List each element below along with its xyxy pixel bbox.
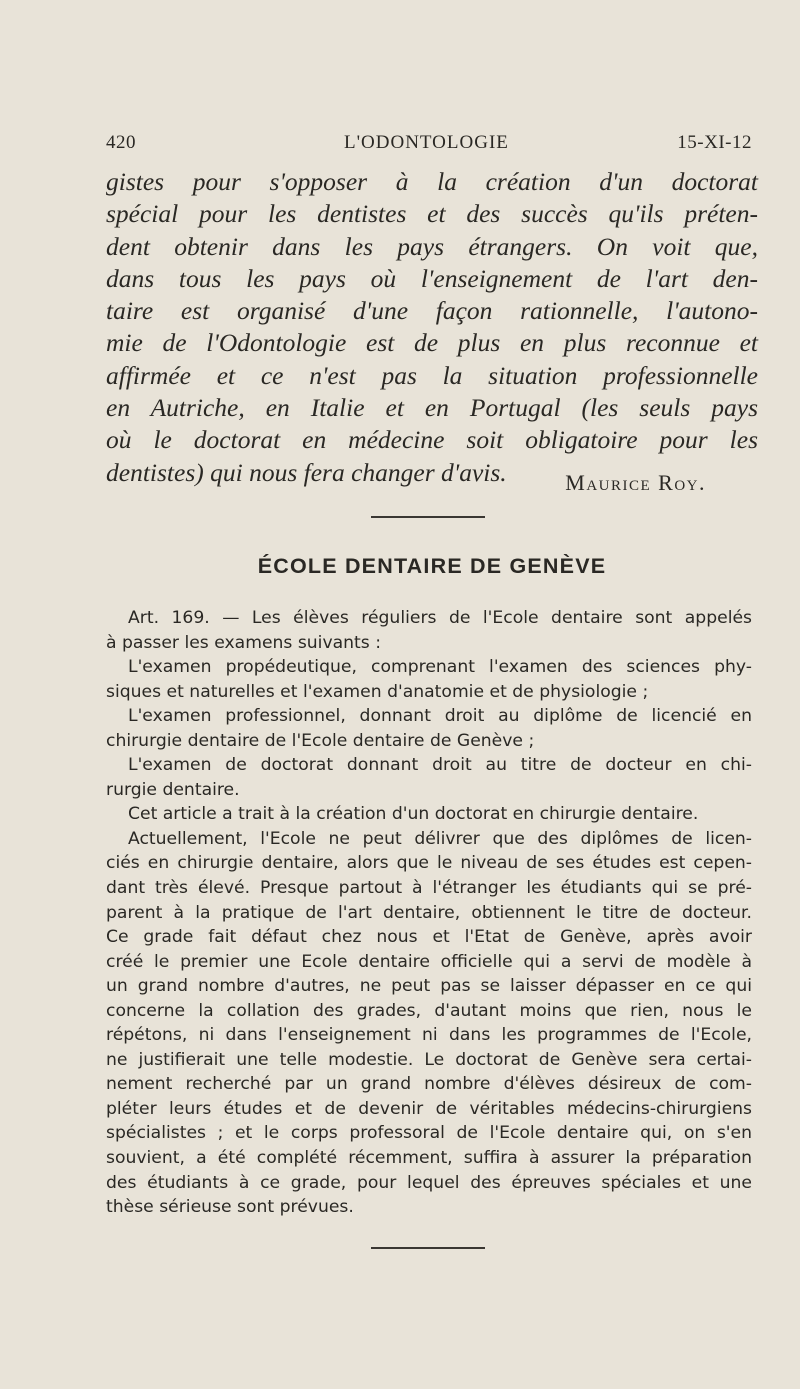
continued-article-text (106, 166, 758, 489)
section-title: ÉCOLE DENTAIRE DE GENÈVE (257, 554, 607, 578)
text-line: dans tous les pays où l'enseignement de l'art den- (106, 263, 758, 293)
text-line: créé le premier une Ecole dentaire officielle qui a servi de modèle à (106, 951, 752, 972)
text-line: nement recherché par un grand nombre d'élèves désireux de com- (106, 1074, 752, 1095)
page-number: 420 (106, 132, 136, 153)
text-line: un grand nombre d'autres, ne peut pas se laisser dépasser en ce qui (106, 976, 752, 997)
text-line: rurgie dentaire. (106, 779, 240, 800)
issue-date: 15-XI-12 (677, 132, 752, 153)
text-line: L'examen propédeutique, comprenant l'examen des sciences phy- (128, 657, 752, 678)
text-line: mie de l'Odontologie est de plus en plus reconnue et (106, 328, 758, 358)
text-line: souvient, a été complété récemment, suffira à assurer la préparation (106, 1148, 752, 1169)
text-line: gistes pour s'opposer à la création d'un doctorat (106, 167, 758, 196)
page-header (106, 132, 752, 158)
text-line: spécial pour les dentistes et des succès qu'ils préten- (106, 199, 758, 229)
text-line: pléter leurs études et de devenir de véritables médecins-chirurgiens (106, 1098, 752, 1119)
text-line: chirurgie dentaire de l'Ecole dentaire de Genève ; (106, 730, 535, 751)
text-line: concerne la collation des grades, d'autant moins que rien, nous le (106, 1000, 752, 1021)
end-divider (371, 1247, 485, 1249)
text-line: ciés en chirurgie dentaire, alors que le niveau de ses études est cepen- (106, 853, 752, 874)
text-line: L'examen de doctorat donnant droit au titre de docteur en chi- (128, 755, 752, 776)
text-line: dant très élevé. Presque partout à l'étranger les étudiants qui se pré- (106, 878, 752, 899)
running-title: L'ODONTOLOGIE (344, 132, 509, 153)
text-line: répétons, ni dans l'enseignement ni dans les programmes de l'Ecole, (106, 1025, 752, 1046)
article-body (106, 606, 752, 1220)
text-line: des étudiants à ce grade, pour lequel des épreuves spéciales et une (106, 1172, 752, 1193)
text-line: thèse sérieuse sont prévues. (106, 1197, 354, 1218)
text-line: Art. 169. — Les élèves réguliers de l'Ecole dentaire sont appelés (128, 608, 752, 628)
text-line: spécialistes ; et le corps professoral de l'Ecole dentaire qui, on s'en (106, 1123, 752, 1144)
text-line: affirmée et ce n'est pas la situation professionnelle (106, 360, 758, 390)
text-line: Cet article a trait à la création d'un doctorat en chirurgie dentaire. (128, 804, 699, 825)
text-line: à passer les examens suivants : (106, 632, 381, 653)
text-line: où le doctorat en médecine soit obligatoire pour les (106, 425, 758, 455)
text-line: ne justifierait une telle modestie. Le doctorat de Genève sera certai- (106, 1049, 752, 1070)
text-line: Ce grade fait défaut chez nous et l'Etat de Genève, après avoir (106, 927, 752, 948)
text-line: L'examen professionnel, donnant droit au diplôme de licencié en (128, 706, 752, 727)
text-line: taire est organisé d'une façon rationnelle, l'autono- (106, 296, 758, 326)
text-line: dentistes) qui nous fera changer d'avis. (106, 457, 507, 487)
text-line: Actuellement, l'Ecole ne peut délivrer que des diplômes de licen- (128, 828, 752, 849)
text-line: dent obtenir dans les pays étrangers. On voit que, (106, 231, 758, 261)
text-line: parent à la pratique de l'art dentaire, obtiennent le titre de docteur. (106, 902, 752, 923)
text-line: en Autriche, en Italie et en Portugal (les seuls pays (106, 393, 758, 423)
section-divider (371, 516, 485, 518)
author-signature: Maurice Roy. (565, 470, 706, 495)
text-line: siques et naturelles et l'examen d'anatomie et de physiologie ; (106, 681, 649, 702)
